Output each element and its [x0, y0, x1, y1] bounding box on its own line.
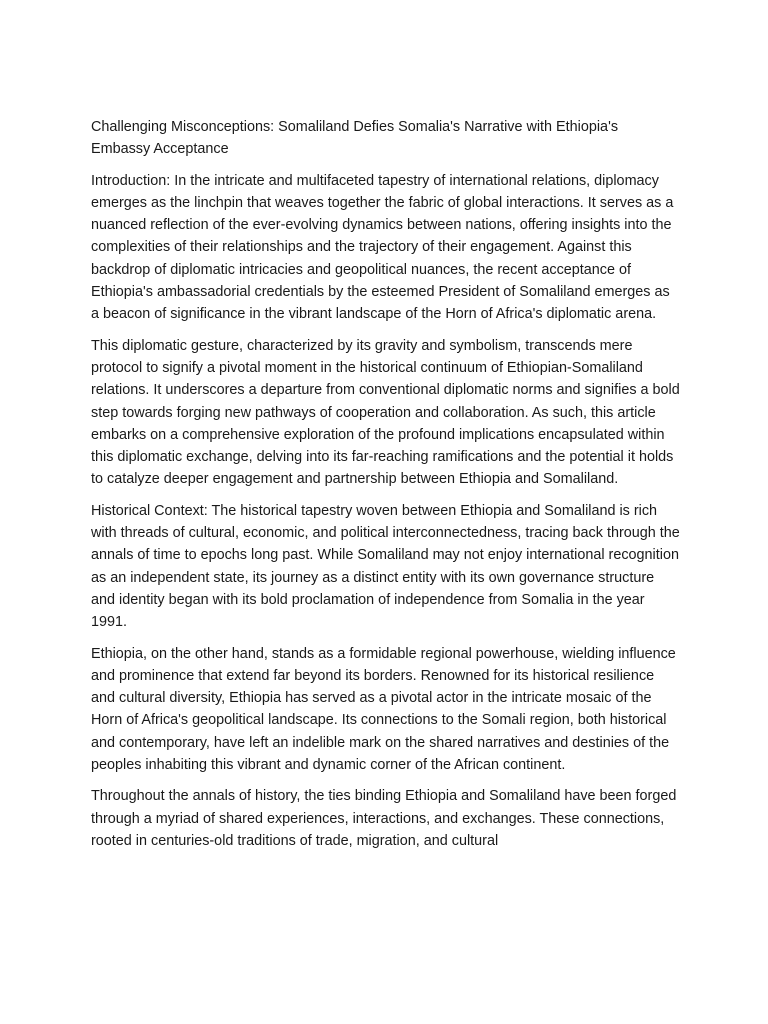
paragraph-ethiopia: Ethiopia, on the other hand, stands as a formidable regional powerhouse, wielding influence and prominence that extend far beyond its borders. Renowned for its historical resilience and cultural diversity, Ethiopia has served as a pivotal actor in the intricate mosaic of the Horn of Africa's geopolitical landscape. Its connections to the Somali region, both historical and contemporary, have left an indelible mark on the shared narratives and destinies of the peoples inhabiting this vibrant and dynamic corner of the African continent.: [91, 645, 676, 774]
paragraph-historical-context: Historical Context: The historical tapestry woven between Ethiopia and Somaliland is rich with threads of cultural, economic, and political interconnectedness, tracing back through the annals of time to epochs long past. While Somaliland may not enjoy international recognition as an independent state, its journey as a distinct entity with its own governance structure and identity began with its bold proclamation of independence from Somalia in the year 1991.: [91, 502, 680, 631]
document-title: Challenging Misconceptions: Somaliland Defies Somalia's Narrative with Ethiopia's Embassy Acceptance: [91, 119, 619, 158]
paragraph-ties: Throughout the annals of history, the ties binding Ethiopia and Somaliland have been forged through a myriad of shared experiences, interactions, and exchanges. These connections, rooted in centuries-old traditions of trade, migration, and cultural: [91, 788, 677, 849]
paragraph-introduction: Introduction: In the intricate and multifaceted tapestry of international relations, diplomacy emerges as the linchpin that weaves together the fabric of global interactions. It serves as a nuanced reflection of the ever-evolving dynamics between nations, offering insights into the complexities of their relationships and the trajectory of their engagement. Against this backdrop of diplomatic intricacies and geopolitical nuances, the recent acceptance of Ethiopia's ambassadorial credentials by the esteemed President of Somaliland emerges as a beacon of significance in the vibrant landscape of the Horn of Africa's diplomatic arena.: [91, 172, 674, 323]
document-body: [91, 116, 681, 861]
paragraph-diplomatic-gesture: This diplomatic gesture, characterized by its gravity and symbolism, transcends mere protocol to signify a pivotal moment in the historical continuum of Ethiopian-Somaliland relations. It underscores a departure from conventional diplomatic norms and signifies a bold step towards forging new pathways of cooperation and collaboration. As such, this article embarks on a comprehensive exploration of the profound implications encapsulated within this diplomatic exchange, delving into its far-reaching ramifications and the potential it holds to catalyze deeper engagement and partnership between Ethiopia and Somaliland.: [91, 337, 680, 488]
